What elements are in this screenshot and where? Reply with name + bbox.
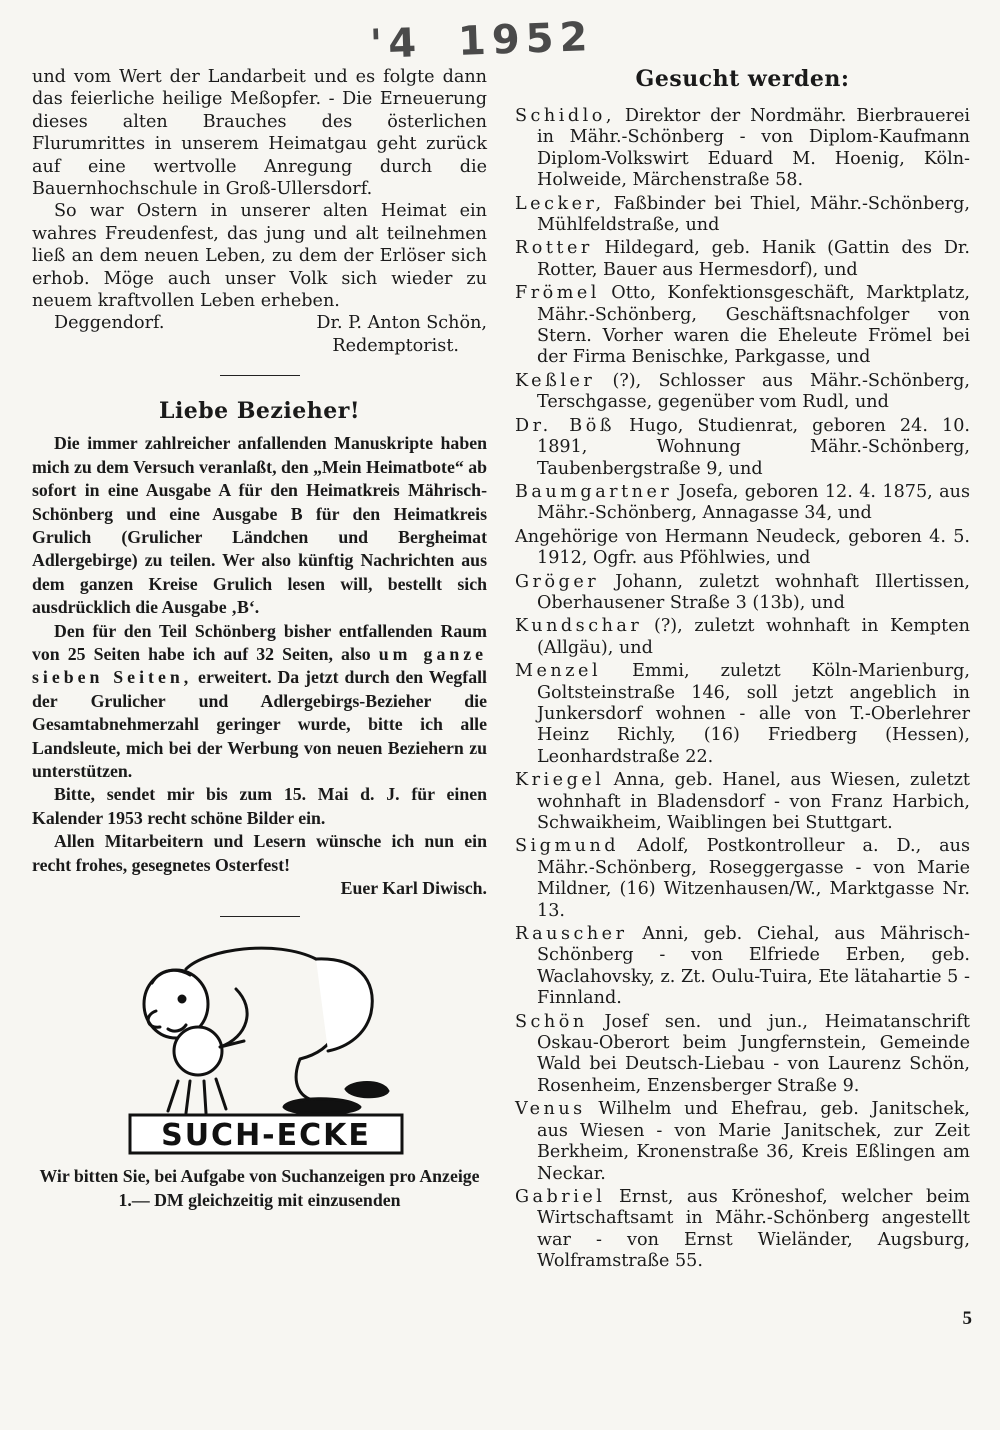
date-stamp	[369, 14, 594, 68]
entry-text: Wilhelm und Ehefrau, geb. Janitschek, aus Wiesen - von Marie Janitschek, zur Zeit Berkheim, Kronenstraße 36, Kreis Eßlingen am Neckar.	[537, 1099, 971, 1184]
search-entry	[515, 238, 970, 281]
search-entry	[515, 482, 970, 525]
signature-place: Deggendorf.	[54, 313, 165, 334]
search-entry	[515, 527, 970, 570]
entry-name: Gröger	[515, 571, 600, 592]
entry-name: Gabriel	[515, 1186, 606, 1207]
figure-shoe-2	[346, 1083, 388, 1097]
search-entry	[515, 416, 970, 480]
entry-text: Otto, Konfektionsgeschäft, Marktplatz, Mähr.-Schönberg, Geschäftsnachfolger von Stern. Vorher waren die Eheleute Frömel bei der Firma Benischke, Parkgasse, und	[537, 283, 970, 368]
search-entry	[515, 661, 970, 768]
entry-text: Josefa, geboren 12. 4. 1875, aus Mähr.-Schönberg, Annagasse 34, und	[537, 481, 970, 524]
figure-shoe	[284, 1099, 360, 1114]
divider	[220, 916, 300, 917]
entry-text: Adolf, Postkontrolleur a. D., aus Mähr.-Schönberg, Roseggergasse - von Marie Mildner, (16) Witzenhausen/W., Marktgasse Nr. 13.	[537, 836, 971, 921]
figure-trousers	[316, 959, 372, 1051]
entry-text: (?), zuletzt wohnhaft in Kempten (Allgäu), und	[537, 616, 970, 658]
stamp-year: 1952	[457, 14, 595, 65]
entry-text: Johann, zuletzt wohnhaft Illertissen, Oberhausener Straße 3 (13b), und	[537, 571, 970, 613]
such-ecke-illustration	[116, 929, 416, 1157]
search-entry	[515, 770, 970, 834]
entry-name: Kriegel	[515, 770, 605, 791]
entry-text: Faßbinder bei Thiel, Mähr.-Schönberg, Mühlfeldstraße, und	[537, 193, 971, 236]
right-column	[515, 66, 970, 1275]
liebe-paragraph-1: Die immer zahlreicher anfallenden Manuskripte haben mich zu dem Versuch veranlaßt, den „Mein Heimatbote“ ab sofort in eine Ausgabe A für den Heimatkreis Mährisch-Schönberg und eine Ausgabe B für den Heimatkreis Grulich (Grulicher Ländchen und Bergheimat Adlergebirge) zu teilen. Wer also künftig Nachrichten aus dem ganzen Kreise Grulich lesen will, bestellt sich ausdrücklich die Ausgabe ‚B‘.	[32, 433, 487, 618]
entry-name: Kundschar	[515, 616, 643, 637]
search-entry	[515, 836, 970, 922]
search-entry	[515, 616, 970, 659]
light-rays	[168, 1079, 226, 1113]
entry-text: (?), Schlosser aus Mähr.-Schönberg, Terschgasse, gegenüber vom Rudl, und	[537, 370, 970, 413]
such-ecke-label: SUCH-ECKE	[161, 1118, 371, 1154]
entry-name: Schön	[515, 1011, 588, 1032]
gesucht-heading: Gesucht werden:	[635, 66, 850, 92]
entry-name: Sigmund	[515, 836, 620, 857]
signature-name: Dr. P. Anton Schön,	[316, 313, 487, 334]
left-column	[32, 66, 487, 1212]
entry-name: Lecker,	[515, 193, 605, 214]
author-signature	[32, 312, 487, 334]
search-entry	[515, 1099, 970, 1185]
entry-text: Anna, geb. Hanel, aus Wiesen, zuletzt wohnhaft in Bladensdorf - von Franz Harbich, Schwaikheim, Waiblingen bei Stuttgart.	[537, 770, 971, 833]
figure-eye	[179, 996, 185, 1002]
such-ecke-note: Wir bitten Sie, bei Aufgabe von Suchanzeigen pro Anzeige 1.— DM gleichzeitig mit einzusenden	[39, 1166, 480, 1210]
divider	[220, 375, 300, 376]
signature-title: Redemptorist.	[332, 335, 459, 356]
liebe-paragraph-2-start: Den für den Teil Schönberg bisher entfallenden Raum von 25 Seiten habe ich auf 32 Seiten, also	[32, 620, 487, 664]
entry-name: Venus	[515, 1099, 586, 1120]
intro-paragraph-2: So war Ostern in unserer alten Heimat ein wahres Freudenfest, das jung und alt teilnehmen ließ an dem neuen Leben, zu dem der Erlöser sich erhob. Möge auch unser Volk sich wieder zu neuem kraftvollen Leben erheben.	[32, 201, 487, 312]
entry-name: Menzel	[515, 661, 602, 682]
search-entry	[515, 371, 970, 414]
liebe-paragraph-3: Bitte, sendet mir bis zum 15. Mai d. J. für einen Kalender 1953 recht schöne Bilder ein.	[32, 784, 487, 828]
search-entry	[515, 572, 970, 615]
spaced-emphasis: um ganze sieben Seiten,	[32, 643, 488, 688]
liebe-paragraph-4: Allen Mitarbeitern und Lesern wünsche ich nun ein recht frohes, gesegnetes Osterfest!	[32, 831, 487, 875]
search-entry	[515, 1012, 970, 1098]
entry-name: Keßler	[515, 370, 596, 391]
search-entry	[515, 194, 970, 237]
entry-text: Ernst, aus Kröneshof, welcher beim Wirtschaftsamt in Mähr.-Schönberg angestellt war - von Ernst Wieländer, Augsburg, Wolframstraße 55.	[537, 1186, 971, 1272]
figure-leg	[296, 1059, 316, 1101]
page-number: 5	[962, 1308, 972, 1329]
entry-text: Direktor der Nordmähr. Bierbrauerei in Mähr.-Schönberg - von Diplom-Kaufmann Diplom-Volkswirt Eduard M. Hoenig, Köln-Holweide, Märchenstraße 58.	[537, 106, 971, 191]
stamp-issue: '4	[369, 20, 423, 68]
liebe-paragraph-2	[32, 620, 487, 784]
entry-text: Hildegard, geb. Hanik (Gattin des Dr. Rotter, Bauer aus Hermesdorf), und	[537, 238, 971, 280]
magnifier-lens	[174, 1027, 222, 1075]
editor-signature: Euer Karl Diwisch.	[340, 878, 487, 898]
liebe-bezieher-heading: Liebe Bezieher!	[158, 398, 361, 425]
entry-text: Anni, geb. Ciehal, aus Mährisch-Schönberg - von Elfriede Erben, geb. Waclahovsky, z. Zt. Oulu-Tuira, Ete lätahartie 5 - Finnland.	[537, 924, 970, 1009]
search-entry	[515, 1187, 970, 1273]
entry-name: Baumgartner	[515, 481, 673, 502]
entry-name: Dr. Böß	[515, 415, 616, 436]
search-entry	[515, 106, 970, 192]
entry-name: Rauscher	[515, 924, 628, 945]
liebe-paragraph-2-end: erweitert. Da jetzt durch den Wegfall der Grulicher und Adlergebirgs-Bezieher die Gesamtabnehmerzahl geringer wurde, bitte ich alle Landsleute, mich bei der Werbung von neuen Beziehern zu unterstützen.	[32, 667, 487, 781]
entry-text: Emmi, zuletzt Köln-Marienburg, Goltsteinstraße 146, soll jetzt angeblich in Junkersdorf wohnen - alle von T.-Oberlehrer Heinz Richly, (16) Friedberg (Hessen), Leonhardstraße 22.	[537, 661, 970, 767]
entry-text: Angehörige von Hermann Neudeck, geboren 4. 5. 1912, Ogfr. aus Pföhlwies, und	[515, 526, 970, 569]
entry-text: Josef sen. und jun., Heimatanschrift Oskau-Oberort beim Jungfernstein, Gemeinde Wald bei Deutsch-Liebau - von Laurenz Schön, Rosenheim, Enzensberger Straße 9.	[537, 1011, 971, 1096]
entry-name: Rotter	[515, 238, 593, 259]
search-entry	[515, 283, 970, 369]
entry-name: Schidlo,	[515, 106, 615, 126]
intro-paragraph-1: und vom Wert der Landarbeit und es folgte dann das feierliche heilige Meßopfer. - Die Erneuerung dieses alten Brauches des österlichen Flurumrittes in unserem Heimatgau geht zurück auf eine wertvolle Anregung durch die Bauernhochschule in Groß-Ullersdorf.	[32, 67, 487, 200]
entry-text: Hugo, Studienrat, geboren 24. 10. 1891, Wohnung Mähr.-Schönberg, Taubenbergstraße 9, und	[537, 415, 970, 479]
search-entry	[515, 924, 970, 1010]
entry-name: Frömel	[515, 283, 600, 304]
search-entries-list	[515, 106, 970, 1273]
figure-arm	[220, 989, 247, 1047]
